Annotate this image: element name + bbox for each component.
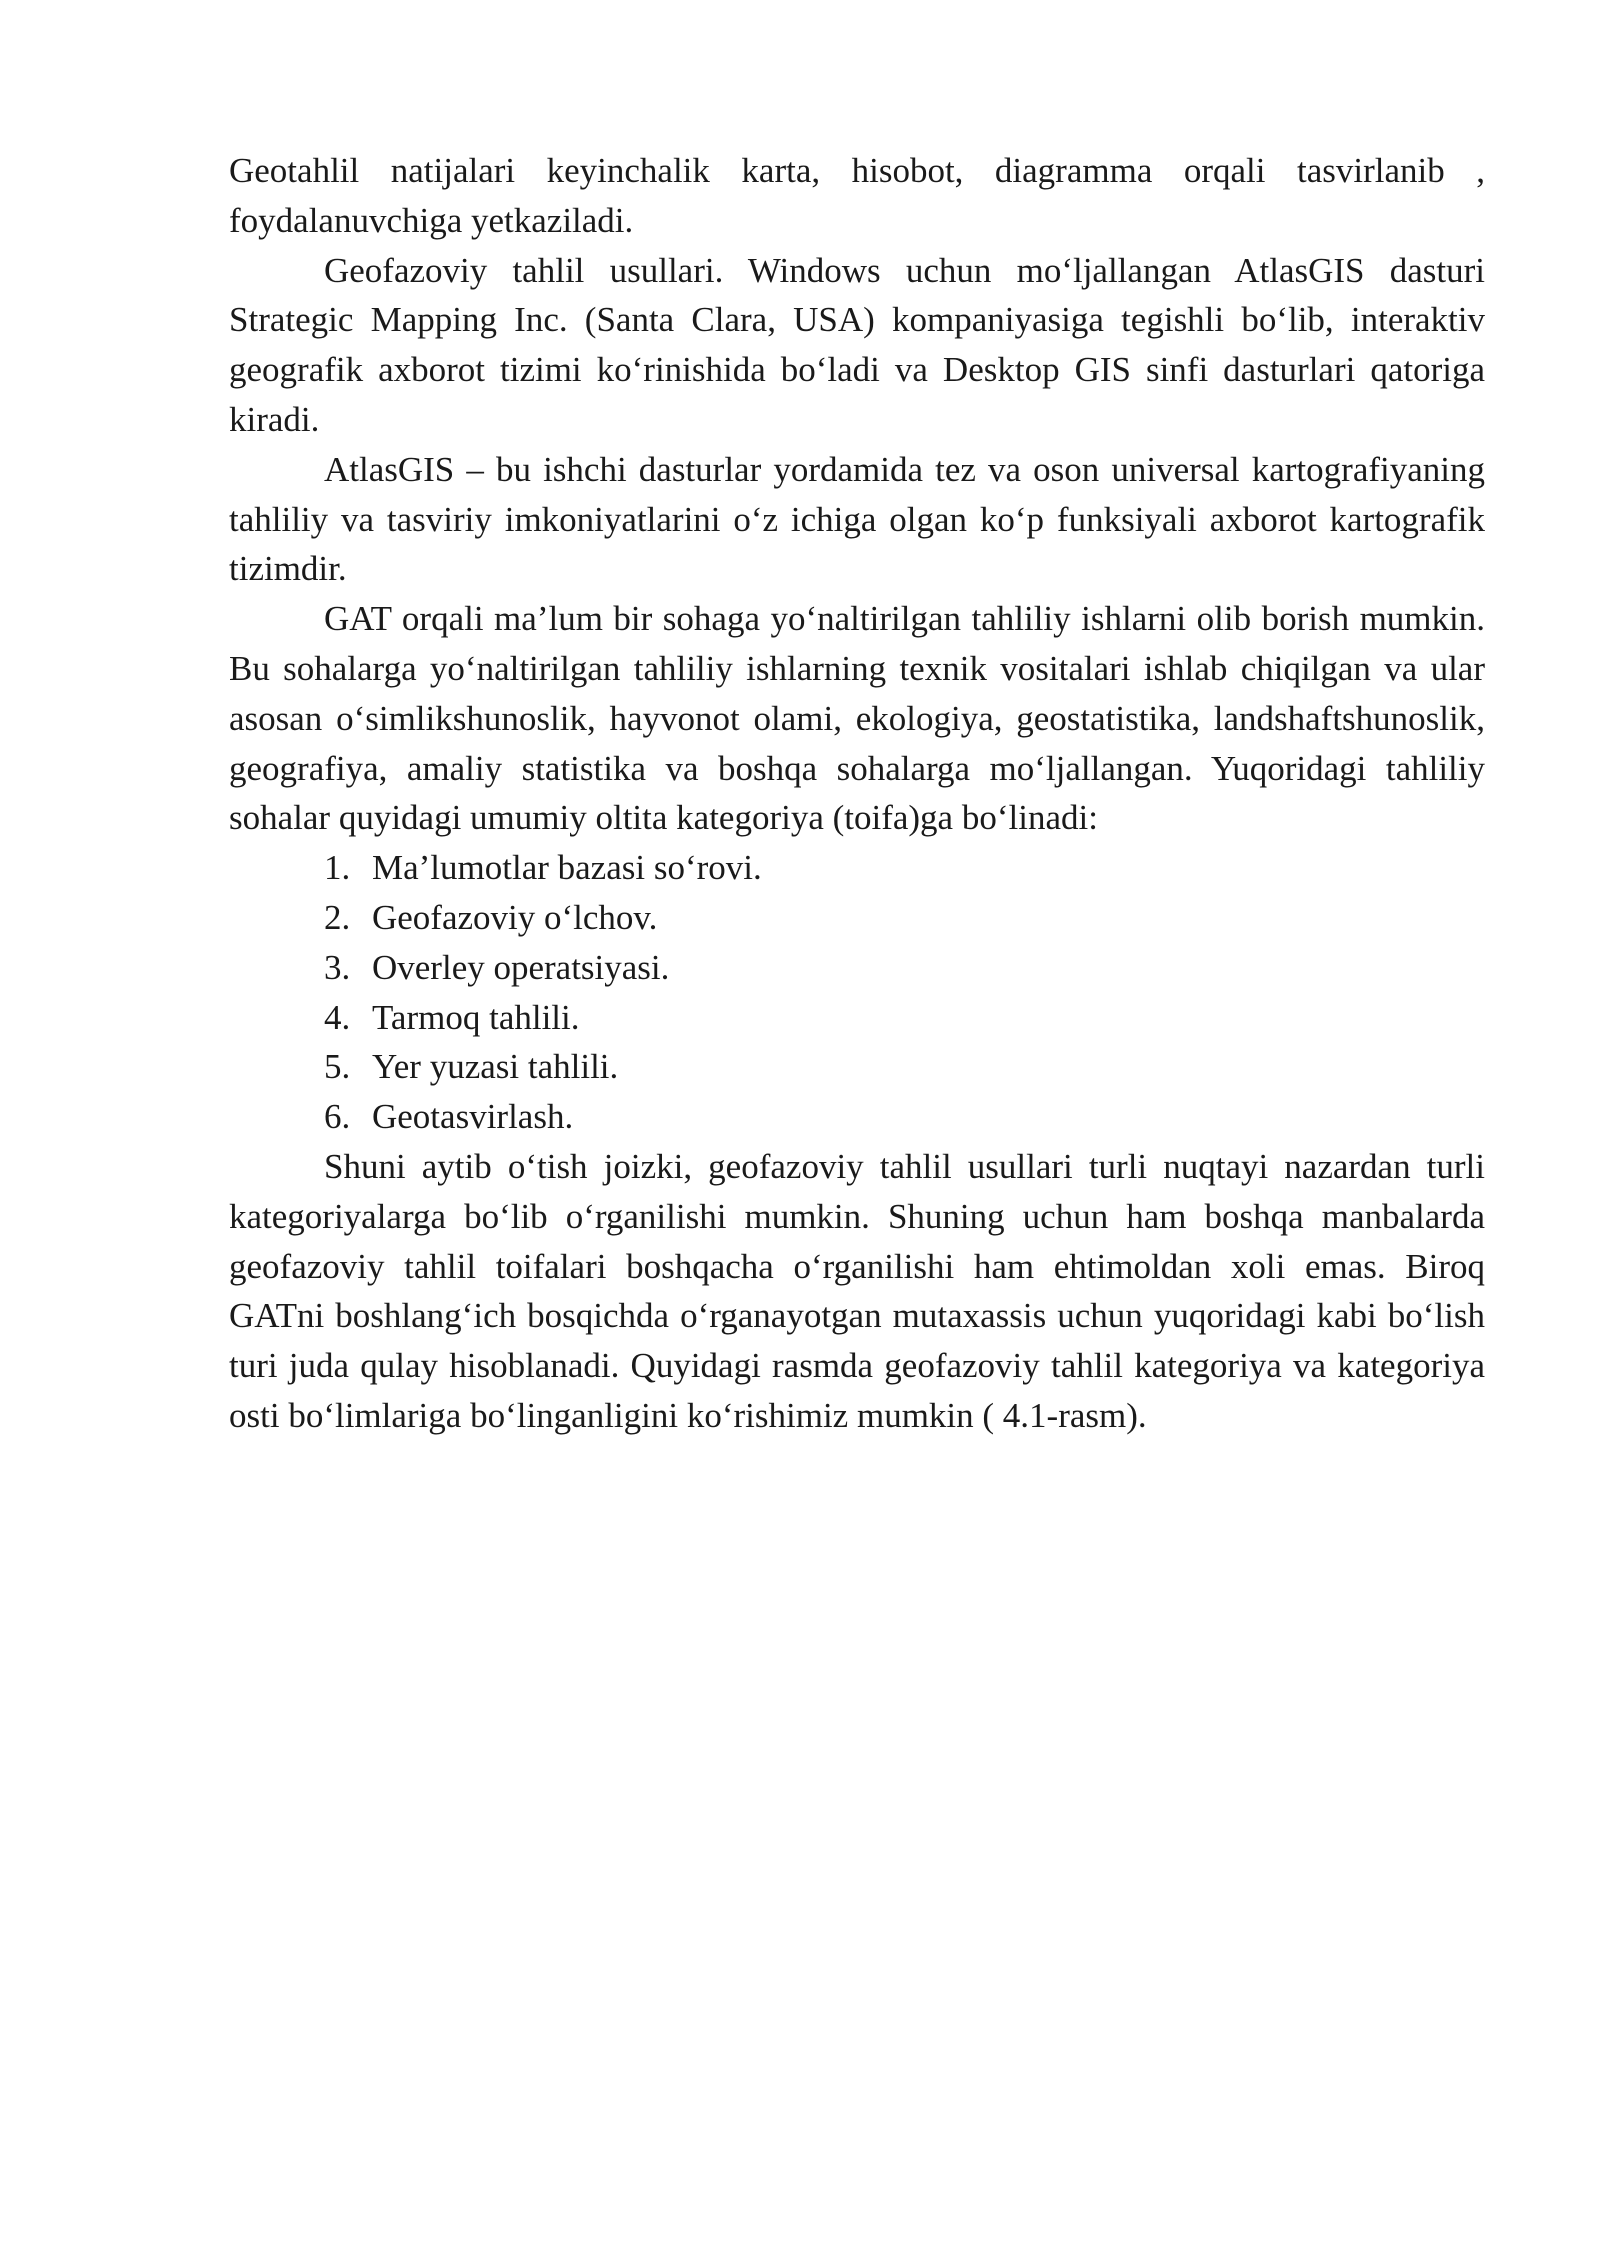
list-item [229, 843, 1485, 893]
paragraph-atlasgis: AtlasGIS – bu ishchi dasturlar yordamida tez va oson universal kartografiyaning tahliliy va tasviriy imkoniyatlarini o‘z ichiga olgan ko‘p funksiyali axborot kartografik tizimdir. [229, 449, 1485, 589]
list-number: 5. [324, 1047, 351, 1087]
paragraph-intro: Geotahlil natijalari keyinchalik karta, hisobot, diagramma orqali tasvirlanib , foydalanuvchiga yetkaziladi. [229, 151, 1485, 240]
list-item [229, 943, 1485, 993]
list-item [229, 1092, 1485, 1142]
list-item [229, 893, 1485, 943]
paragraph-gat: GAT orqali ma’lum bir sohaga yo‘naltirilgan tahliliy ishlarni olib borish mumkin. Bu sohalarga yo‘naltirilgan tahliliy ishlarning texnik vositalari ishlab chiqilgan va ular asosan o‘simlikshunoslik, hayvonot olami, ekologiya, geostatistika, landshaftshunoslik, geografiya, amaliy statistika va boshqa sohalarga mo‘ljallangan. Yuqoridagi tahliliy sohalar quyidagi umumiy oltita kategoriya (toifa)ga bo‘linadi: [229, 599, 1485, 838]
document-page [229, 146, 1485, 1441]
list-text: Tarmoq tahlili. [372, 997, 580, 1037]
paragraph-methods: Geofazoviy tahlil usullari. Windows uchun mo‘ljallangan AtlasGIS dasturi Strategic Mapping Inc. (Santa Clara, USA) kompaniyasiga tegishli bo‘lib, interaktiv geografik axborot tizimi ko‘rinishida bo‘ladi va Desktop GIS sinfi dasturlari qatoriga kiradi. [229, 250, 1485, 439]
category-list [229, 843, 1485, 1142]
list-text: Yer yuzasi tahlili. [372, 1047, 619, 1087]
list-text: Overley operatsiyasi. [372, 947, 670, 987]
paragraph-closing: Shuni aytib o‘tish joizki, geofazoviy tahlil usullari turli nuqtayi nazardan turli kategoriyalarga bo‘lib o‘rganilishi mumkin. Shuning uchun ham boshqa manbalarda geofazoviy tahlil toifalari boshqacha o‘rganilishi ham ehtimoldan xoli emas. Biroq GATni boshlang‘ich bosqichda o‘rganayotgan mutaxassis uchun yuqoridagi kabi bo‘lish turi juda qulay hisoblanadi. Quyidagi rasmda geofazoviy tahlil kategoriya va kategoriya osti bo‘limlariga bo‘linganligini ko‘rishimiz mumkin ( 4.1-rasm). [229, 1146, 1485, 1435]
list-number: 4. [324, 997, 351, 1037]
list-text: Ma’lumotlar bazasi so‘rovi. [372, 848, 762, 888]
list-number: 3. [324, 947, 351, 987]
list-item [229, 993, 1485, 1043]
list-text: Geofazoviy o‘lchov. [372, 897, 658, 937]
list-number: 6. [324, 1097, 351, 1137]
list-number: 2. [324, 897, 351, 937]
list-item [229, 1042, 1485, 1092]
list-number: 1. [324, 848, 351, 888]
list-text: Geotasvirlash. [372, 1097, 574, 1137]
